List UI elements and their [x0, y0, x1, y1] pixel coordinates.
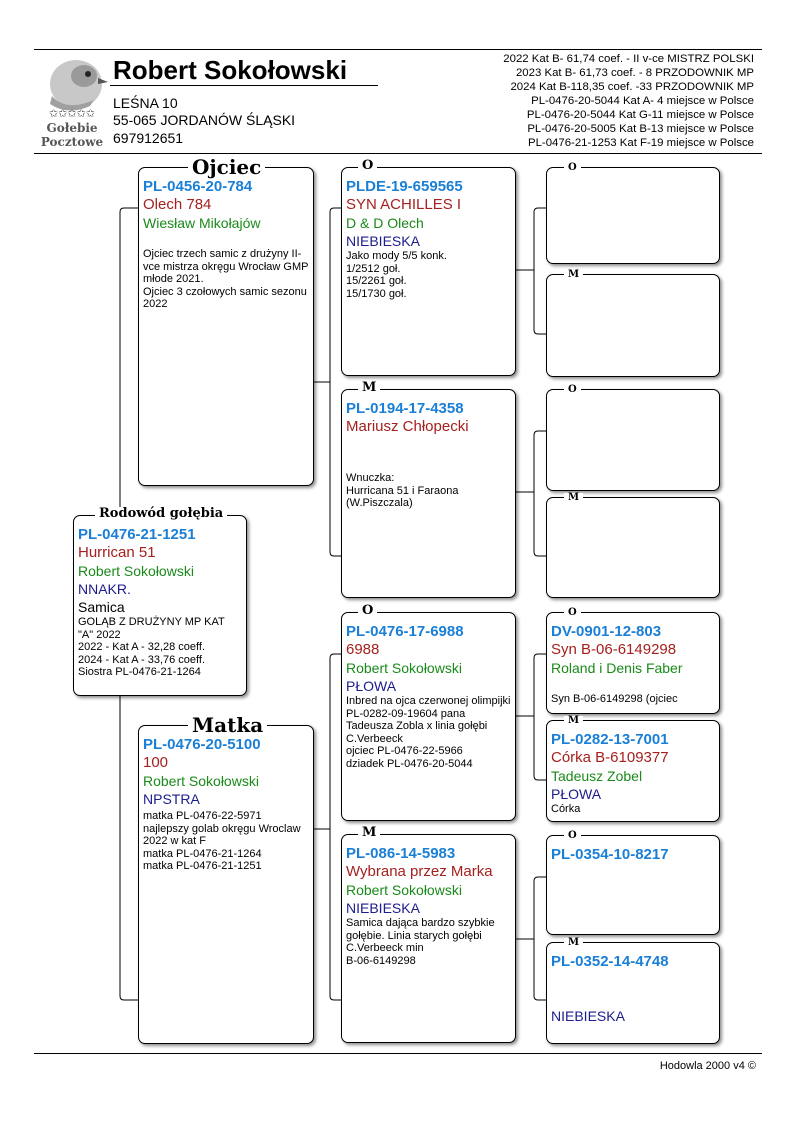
phone: 697912651: [113, 130, 184, 146]
father-name: Olech 784: [143, 196, 212, 213]
pedigree-label: Rodowód gołębia: [95, 507, 227, 520]
ffm-box[interactable]: [546, 274, 720, 377]
fm-box[interactable]: [341, 389, 516, 598]
mf-desc: Inbred na ojca czerwonej olimpijki PL-0282-09-19604 pana Tadeusza Zobla x linia gołębi C.Verbeeck ojciec PL-0476-22-5966 dziadek PL-0476-20-5044: [346, 695, 511, 770]
svg-text:Pocztowe: Pocztowe: [40, 135, 104, 148]
top-rule: [34, 49, 762, 50]
fm-ring: PL-0194-17-4358: [346, 400, 464, 417]
mfm-color: PŁOWA: [551, 786, 602, 802]
ff-desc: Jako mody 5/5 konk. 1/2512 goł. 15/2261 goł. 15/1730 goł.: [346, 250, 447, 300]
pigeon-logo-icon: [36, 56, 108, 148]
fmf-box[interactable]: [546, 389, 720, 491]
mf-sex-label: O: [358, 604, 377, 617]
mm-color: NIEBIESKA: [346, 900, 420, 916]
mfm-name: Córka B-6109377: [551, 749, 669, 766]
fff-sex-label: O: [564, 163, 581, 173]
achievement-line: 2024 Kat B-118,35 coef. -33 PRZODOWNIK MP: [510, 81, 754, 93]
mm-sex-label: M: [358, 826, 380, 839]
fm-sex-label: M: [358, 381, 380, 394]
street: LEŚNA 10: [113, 95, 178, 111]
pigeon-name: Hurrican 51: [78, 544, 156, 561]
mmm-ring: PL-0352-14-4748: [551, 953, 669, 970]
mm-desc: Samica dająca bardzo szybkie gołębie. Linia starych gołębi C.Verbeeck min B-06-6149298: [346, 917, 495, 967]
header-rule: [34, 153, 762, 154]
achievement-line: PL-0476-20-5005 Kat B-13 miejsce w Polsce: [527, 123, 754, 135]
mother-breeder: Robert Sokołowski: [143, 773, 259, 789]
fmm-sex-label: M: [564, 493, 583, 503]
mother-desc: matka PL-0476-22-5971 najlepszy golab okręgu Wroclaw 2022 w kat F matka PL-0476-21-1264 matka PL-0476-21-1251: [143, 810, 301, 873]
mother-color: NPSTRA: [143, 791, 200, 807]
pigeon-box[interactable]: [73, 515, 247, 696]
mfm-box[interactable]: [546, 720, 720, 822]
mf-breeder: Robert Sokołowski: [346, 660, 462, 676]
mm-breeder: Robert Sokołowski: [346, 882, 462, 898]
ff-breeder: D & D Olech: [346, 215, 424, 231]
mf-ring: PL-0476-17-6988: [346, 623, 464, 640]
mfm-desc: Córka: [551, 803, 581, 815]
ff-name: SYN ACHILLES I: [346, 196, 462, 213]
footer-rule: [34, 1053, 762, 1054]
father-breeder: Wiesław Mikołajów: [143, 215, 261, 231]
mff-breeder: Roland i Denis Faber: [551, 660, 683, 676]
mother-name: 100: [143, 754, 169, 771]
logo: [36, 56, 108, 148]
achievement-line: 2023 Kat B- 61,73 coef. - 8 PRZODOWNIK MP: [515, 67, 754, 79]
pigeon-desc: GOLĄB Z DRUŻYNY MP KAT "A" 2022 2022 - Kat A - 32,28 coeff. 2024 - Kat A - 33,76 coeff. Siostra PL-0476-21-1264: [78, 616, 225, 679]
father-box[interactable]: [138, 167, 314, 486]
pigeon-color: NNAKR.: [78, 581, 131, 597]
achievement-line: 2022 Kat B- 61,74 coef. - II v-ce MISTRZ POLSKI: [503, 53, 754, 65]
fff-box[interactable]: [546, 167, 720, 264]
achievement-line: PL-0476-20-5044 Kat G-11 miejsce w Polsce: [526, 109, 754, 121]
city: 55-065 JORDANÓW ŚLĄSKI: [113, 112, 296, 128]
mmf-ring: PL-0354-10-8217: [551, 846, 669, 863]
pigeon-ring: PL-0476-21-1251: [78, 526, 196, 543]
mff-name: Syn B-06-6149298: [551, 641, 677, 658]
svg-text:Gołebie: Gołebie: [46, 121, 98, 135]
mf-color: PŁOWA: [346, 678, 397, 694]
owner-name: Robert Sokołowski: [113, 55, 348, 85]
father-label: Ojciec: [188, 157, 265, 177]
svg-text:✩✩✩✩✩: ✩✩✩✩✩: [48, 107, 96, 120]
fm-desc: Wnuczka: Hurricana 51 i Faraona (W.Piszczala): [346, 472, 459, 510]
name-underline: [110, 85, 378, 86]
mmm-color: NIEBIESKA: [551, 1008, 625, 1024]
father-ring: PL-0456-20-784: [143, 178, 253, 195]
mfm-breeder: Tadeusz Zobel: [551, 768, 643, 784]
pigeon-breeder: Robert Sokołowski: [78, 563, 194, 579]
mother-ring: PL-0476-20-5100: [143, 736, 261, 753]
mmf-box[interactable]: [546, 835, 720, 935]
footer-credit: Hodowla 2000 v4 ©: [659, 1060, 756, 1072]
father-desc: Ojciec trzech samic z drużyny II-vce mistrza okręgu Wrocław GMP młode 2021. Ojciec 3 czołowych samic sezonu 2022: [143, 248, 309, 311]
mfm-ring: PL-0282-13-7001: [551, 731, 669, 748]
mother-label: Matka: [188, 715, 267, 735]
mf-name: 6988: [346, 641, 380, 658]
mm-ring: PL-086-14-5983: [346, 845, 456, 862]
ffm-sex-label: M: [564, 270, 583, 280]
fmm-box[interactable]: [546, 497, 720, 598]
mfm-sex-label: M: [564, 716, 583, 726]
mff-sex-label: O: [564, 608, 581, 618]
ff-ring: PLDE-19-659565: [346, 178, 463, 195]
ff-color: NIEBIESKA: [346, 233, 420, 249]
mmm-box[interactable]: [546, 942, 720, 1044]
achievement-line: PL-0476-21-1253 Kat F-19 miejsce w Polsce: [527, 137, 754, 149]
fmf-sex-label: O: [564, 385, 581, 395]
ff-sex-label: O: [358, 159, 377, 172]
fm-name: Mariusz Chłopecki: [346, 418, 469, 435]
mf-box[interactable]: [341, 612, 516, 821]
mff-desc: Syn B-06-6149298 (ojciec: [551, 693, 678, 705]
mff-ring: DV-0901-12-803: [551, 623, 662, 640]
achievements: [503, 52, 754, 150]
mm-box[interactable]: [341, 834, 516, 1043]
achievement-line: PL-0476-20-5044 Kat A- 4 miejsce w Polsce: [531, 95, 754, 107]
pigeon-sex: Samica: [78, 599, 125, 615]
mother-box[interactable]: [138, 725, 314, 1044]
mmm-sex-label: M: [564, 938, 583, 948]
mm-name: Wybrana przez Marka: [346, 863, 493, 880]
ff-box[interactable]: [341, 167, 516, 376]
mmf-sex-label: O: [564, 831, 581, 841]
mff-box[interactable]: [546, 612, 720, 714]
